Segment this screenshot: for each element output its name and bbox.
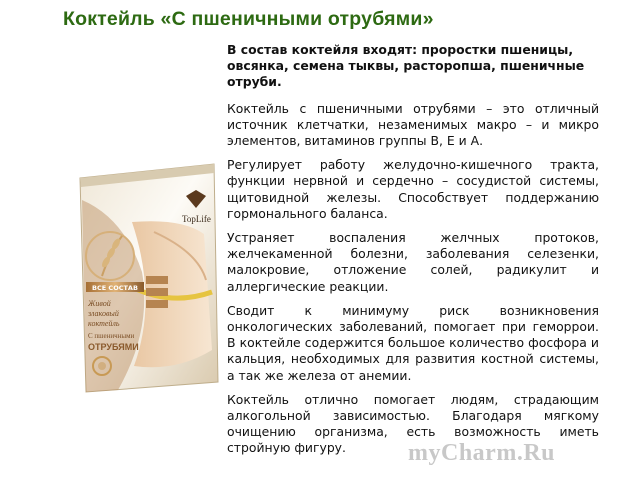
ingredients-paragraph: В состав коктейля входят: проростки пшеницы, овсянка, семена тыквы, расторопша, пшеничные отруби. bbox=[227, 42, 585, 90]
inflammation-paragraph: Устраняет воспаления желчных протоков, желчекаменной болезни, заболевания селезенки, малокровие, отложение солей, радикулит и аллергические реакции. bbox=[227, 230, 599, 294]
alcohol-paragraph: Коктейль отлично помогает людям, страдающим алкогольной зависимостью. Благодаря мягкому очищению организма, есть возможность иметь стройную фигуру. bbox=[227, 391, 599, 456]
description-text bbox=[227, 42, 599, 465]
cocktail-packet-illustration bbox=[72, 160, 222, 395]
brand-label: TopLife bbox=[182, 214, 211, 224]
regulation-paragraph: Регулирует работу желудочно-кишечного тракта, функции нервной и сердечно – сосудистой системы, щитовидной железы. Способствует поддержанию гормонального баланса. bbox=[227, 157, 599, 221]
product-packet-image bbox=[72, 160, 222, 395]
packet-text-2: злаковый bbox=[88, 309, 119, 318]
oncology-paragraph: Сводит к минимуму риск возникновения онкологических заболеваний, помогает при геморрои. В коктейле содержится большое количество фосфора и кальция, необходимых для развития костной системы, а так же железа от анемии. bbox=[227, 302, 599, 383]
fiber-paragraph: Коктейль с пшеничными отрубями – это отличный источник клетчатки, незаменимых макро – и микро элементов, витаминов группы B, E и А. bbox=[227, 100, 599, 149]
packet-text-5: ОТРУБЯМИ bbox=[88, 342, 139, 352]
watermark: myCharm.Ru bbox=[408, 440, 555, 466]
band-label: ВСЕ СОСТАВ bbox=[92, 284, 138, 292]
packet-text-3: коктейль bbox=[88, 319, 120, 328]
packet-text-1: Живой bbox=[88, 299, 111, 308]
page-title: Коктейль «С пшеничными отрубями» bbox=[63, 8, 434, 30]
packet-text-4: С пшеничными bbox=[88, 332, 135, 340]
